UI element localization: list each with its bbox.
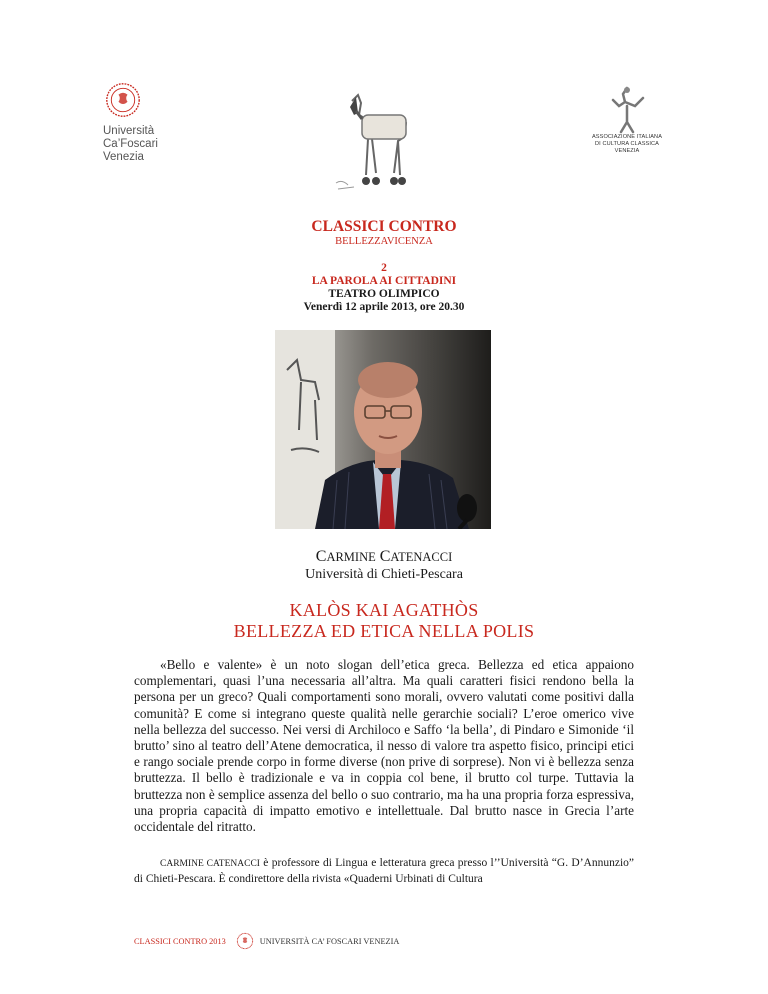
ca-foscari-logo (103, 82, 213, 164)
speaker-photo (275, 330, 491, 529)
bio-paragraph (134, 856, 634, 887)
event-venue: TEATRO OLIMPICO (328, 288, 440, 300)
event-title: CLASSICI CONTRO (311, 218, 457, 235)
ca-foscari-seal-icon (105, 82, 141, 118)
speaker-first-rest: ARMINE (326, 550, 376, 564)
event-number: 2 (381, 262, 387, 274)
logo-line-2: Ca’Foscari (103, 138, 158, 150)
logo-line-1: Università (103, 125, 155, 137)
event-datetime: Venerdì 12 aprile 2013, ore 20.30 (303, 301, 465, 313)
speaker-first-initial: C (315, 548, 327, 565)
association-line-2: DI CULTURA CLASSICA (595, 141, 659, 147)
horse-sculpture-illustration (328, 93, 432, 199)
speaker-affiliation: Università di Chieti-Pescara (305, 567, 463, 582)
talk-title-line-2: BELLEZZA ED ETICA NELLA POLIS (233, 621, 535, 641)
association-line-1: ASSOCIAZIONE ITALIANA (591, 134, 663, 140)
speaker-name (0, 548, 768, 566)
bio-name: CARMINE CATENACCI (160, 859, 260, 869)
bio-text: è professore di Lingua e letteratura greca presso l’’Università “G. D’Annunzio” di Chieti-Pescara. È condirettore della rivista «Quaderni Urbinati di Cultura (134, 857, 634, 885)
statue-icon (599, 84, 655, 134)
event-subtitle (0, 236, 768, 247)
ca-foscari-seal-icon (236, 932, 254, 950)
subtitle-bellezza: BELLEZZA (335, 236, 387, 247)
footer-right-text: UNIVERSITÀ CA’ FOSCARI VENEZIA (259, 936, 400, 946)
speaker-last-rest: ATENACCI (390, 550, 453, 564)
aicc-logo (572, 84, 682, 155)
speaker-last-initial: C (379, 548, 391, 565)
page-footer (134, 932, 634, 950)
event-section: LA PAROLA AI CITTADINI (311, 275, 457, 287)
logo-line-3: Venezia (103, 151, 144, 163)
abstract-paragraph: «Bello e valente» è un noto slogan dell’etica greca. Bellezza ed etica appaiono complementari, quasi l’una necessaria all’altra. Ma quali caratteri fisici rendono bella la persona per un greco? Quali comportamenti sono morali, ovvero valutati come positivi dalla comunità? E come si integrano queste qualità nelle gerarchie sociali? L’eroe omerico vive nella bellezza del successo. Nei versi di Archiloco e Saffo ‘la bella’, di Pindaro e Simonide ‘il brutto’ sino al teatro dell’Atene democratica, il nesso di valore tra aspetto fisico, principi etici e rango sociale prende corpo in forme diverse (non prive di sorprese). Non vi è bellezza senza bruttezza. Il bello è tradizionale e va in coppia col bene, il brutto col turpe. Tuttavia la bruttezza non è semplice assenza del bello o suo contrario, ma ha una propria forza espressiva, una propria capacità di impatto emotivo e intellettuale. Dal brutto nasce in Grecia l’arte occidentale del ritratto. (134, 657, 634, 835)
footer-left-text: CLASSICI CONTRO 2013 (134, 936, 226, 946)
talk-title-line-1: KALÒS KAI AGATHÒS (289, 600, 479, 620)
subtitle-vicenza: VICENZA (386, 236, 433, 247)
association-line-3: VENEZIA (614, 148, 640, 154)
